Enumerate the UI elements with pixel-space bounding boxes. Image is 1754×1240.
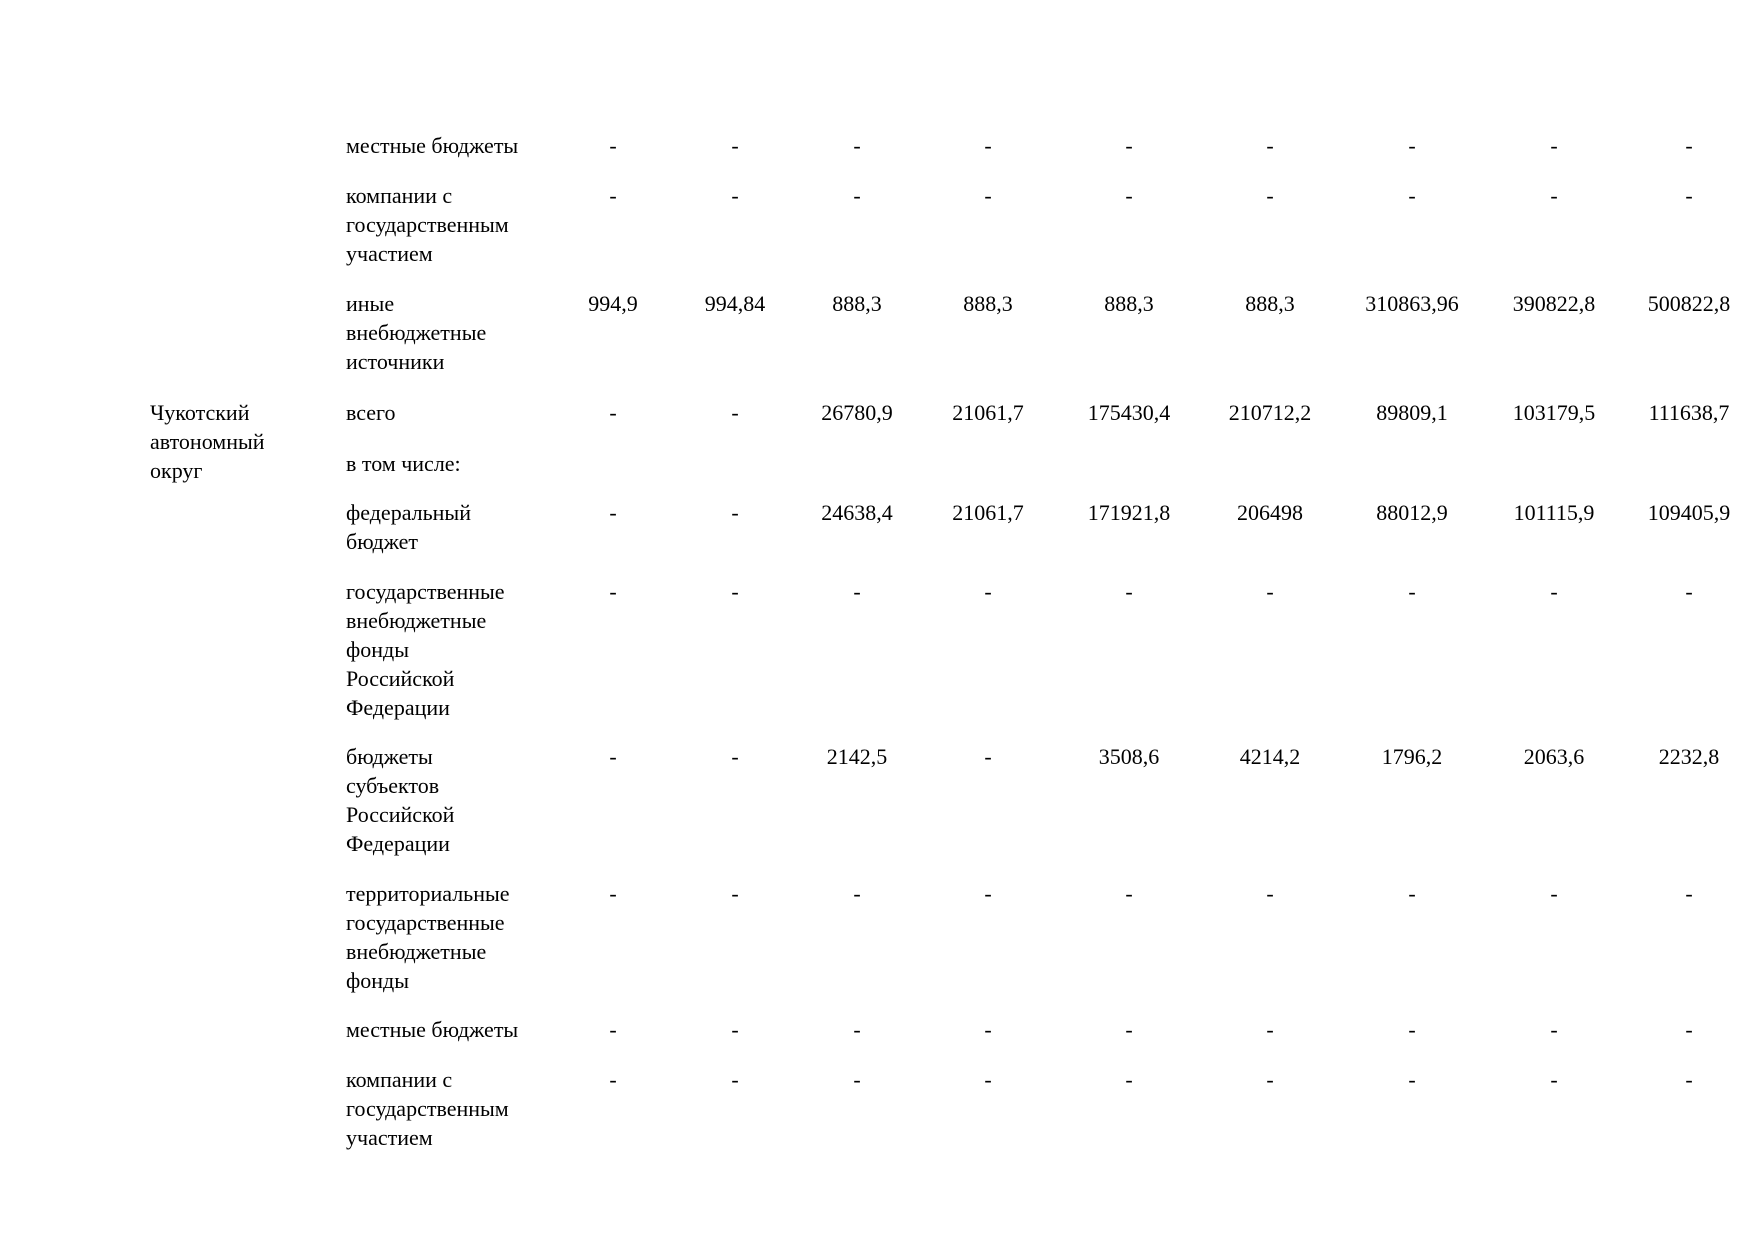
table-cell: - bbox=[609, 1017, 617, 1042]
table-cell: - bbox=[609, 881, 617, 906]
table-cell: - bbox=[1125, 579, 1133, 604]
row-label: компании с государственным участием bbox=[346, 1067, 509, 1150]
table-cell: - bbox=[1550, 183, 1558, 208]
table-cell: 26780,9 bbox=[821, 400, 893, 425]
table-cell: 2142,5 bbox=[826, 744, 888, 769]
table-cell: - bbox=[731, 744, 739, 769]
table-cell: - bbox=[1550, 1017, 1558, 1042]
table-cell: - bbox=[609, 744, 617, 769]
table-cell: - bbox=[1685, 579, 1693, 604]
row-label: бюджеты субъектов Российской Федерации bbox=[346, 744, 455, 856]
table-cell: 111638,7 bbox=[1648, 400, 1730, 425]
table-cell: - bbox=[1266, 133, 1274, 158]
table-cell: - bbox=[1125, 881, 1133, 906]
row-label: компании с государственным участием bbox=[346, 183, 509, 266]
table-cell: - bbox=[1266, 579, 1274, 604]
table-cell: - bbox=[731, 1017, 739, 1042]
table-cell: 888,3 bbox=[832, 291, 882, 316]
table-cell: 3508,6 bbox=[1098, 744, 1160, 769]
table-cell: - bbox=[731, 579, 739, 604]
table-cell: - bbox=[984, 1067, 992, 1092]
table-cell: 21061,7 bbox=[952, 500, 1024, 525]
table-cell: - bbox=[984, 744, 992, 769]
table-cell: - bbox=[1550, 1067, 1558, 1092]
table-cell: - bbox=[1408, 579, 1416, 604]
table-cell: - bbox=[853, 1067, 861, 1092]
table-cell: - bbox=[1685, 1017, 1693, 1042]
table-cell: - bbox=[731, 500, 739, 525]
table-cell: 994,84 bbox=[704, 291, 766, 316]
table-cell: 206498 bbox=[1237, 500, 1303, 525]
table-cell: - bbox=[1408, 1017, 1416, 1042]
row-label: в том числе: bbox=[346, 451, 461, 476]
table-cell: - bbox=[853, 133, 861, 158]
table-cell: - bbox=[1408, 1067, 1416, 1092]
table-cell: 89809,1 bbox=[1376, 400, 1448, 425]
table-cell: 994,9 bbox=[588, 291, 638, 316]
table-cell: 175430,4 bbox=[1087, 400, 1171, 425]
table-cell: - bbox=[1125, 183, 1133, 208]
row-label: местные бюджеты bbox=[346, 1017, 519, 1042]
table-cell: 390822,8 bbox=[1512, 291, 1596, 316]
table-cell: - bbox=[984, 1017, 992, 1042]
table-cell: - bbox=[731, 400, 739, 425]
table-cell: 88012,9 bbox=[1376, 500, 1448, 525]
table-cell: - bbox=[609, 579, 617, 604]
table-cell: - bbox=[1408, 881, 1416, 906]
table-cell: - bbox=[853, 1017, 861, 1042]
table-cell: - bbox=[1125, 133, 1133, 158]
table-cell: - bbox=[1125, 1067, 1133, 1092]
table-cell: 2063,6 bbox=[1523, 744, 1585, 769]
table-cell: - bbox=[1550, 579, 1558, 604]
table-cell: 171921,8 bbox=[1087, 500, 1171, 525]
table-cell: - bbox=[1550, 133, 1558, 158]
row-label: территориальные государственные внебюджетные фонды bbox=[346, 881, 510, 993]
table-cell: - bbox=[609, 400, 617, 425]
table-cell: 1796,2 bbox=[1381, 744, 1443, 769]
table-cell: 101115,9 bbox=[1513, 500, 1595, 525]
table-cell: - bbox=[1266, 1017, 1274, 1042]
table-cell: 21061,7 bbox=[952, 400, 1024, 425]
row-label: иные внебюджетные источники bbox=[346, 291, 487, 374]
table-cell: 103179,5 bbox=[1512, 400, 1596, 425]
row-label: местные бюджеты bbox=[346, 133, 519, 158]
table-cell: - bbox=[731, 1067, 739, 1092]
table-cell: - bbox=[1266, 1067, 1274, 1092]
table-cell: - bbox=[1550, 881, 1558, 906]
table-cell: - bbox=[731, 133, 739, 158]
table-cell: 888,3 bbox=[963, 291, 1013, 316]
table-cell: - bbox=[609, 1067, 617, 1092]
table-cell: - bbox=[1408, 183, 1416, 208]
row-label: федеральный бюджет bbox=[346, 500, 471, 554]
table-cell: 310863,96 bbox=[1365, 291, 1459, 316]
table-cell: - bbox=[853, 881, 861, 906]
table-cell: - bbox=[731, 183, 739, 208]
table-cell: 109405,9 bbox=[1647, 500, 1731, 525]
table-cell: 2232,8 bbox=[1658, 744, 1720, 769]
table-cell: - bbox=[984, 183, 992, 208]
table-cell: - bbox=[853, 579, 861, 604]
table-cell: - bbox=[1266, 881, 1274, 906]
table-cell: - bbox=[1266, 183, 1274, 208]
table-cell: - bbox=[984, 881, 992, 906]
table-cell: - bbox=[1685, 183, 1693, 208]
table-cell: 500822,8 bbox=[1647, 291, 1731, 316]
table-cell: 210712,2 bbox=[1228, 400, 1312, 425]
table-cell: 888,3 bbox=[1104, 291, 1154, 316]
region-name: Чукотский автономный округ bbox=[150, 400, 265, 483]
table-cell: - bbox=[1685, 881, 1693, 906]
table-cell: - bbox=[731, 881, 739, 906]
row-label: государственные внебюджетные фонды Российской Федерации bbox=[346, 579, 505, 720]
table-cell: 24638,4 bbox=[821, 500, 893, 525]
table-cell: 4214,2 bbox=[1239, 744, 1301, 769]
table-cell: - bbox=[1685, 133, 1693, 158]
table-cell: - bbox=[984, 579, 992, 604]
table-cell: - bbox=[1125, 1017, 1133, 1042]
table-cell: - bbox=[609, 183, 617, 208]
table-cell: - bbox=[984, 133, 992, 158]
table-cell: 888,3 bbox=[1245, 291, 1295, 316]
table-cell: - bbox=[1408, 133, 1416, 158]
table-cell: - bbox=[853, 183, 861, 208]
table-cell: - bbox=[609, 133, 617, 158]
table-cell: - bbox=[609, 500, 617, 525]
table-cell: - bbox=[1685, 1067, 1693, 1092]
row-label: всего bbox=[346, 400, 396, 425]
